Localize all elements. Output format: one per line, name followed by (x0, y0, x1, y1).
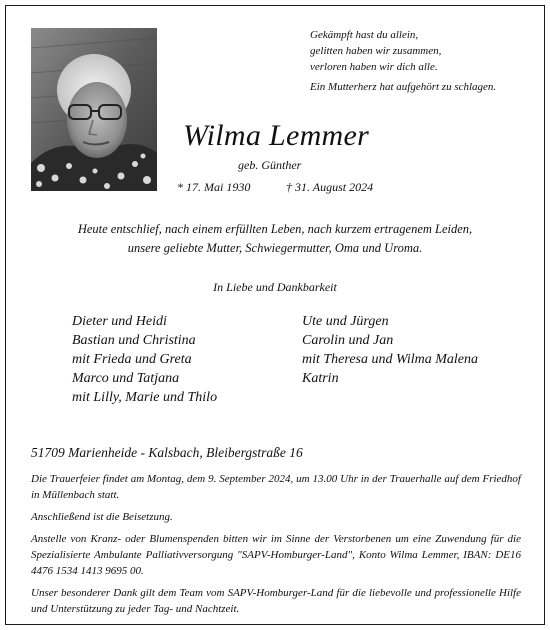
announcement-line: Heute entschlief, nach einem erfüllten Leben, nach kurzem ertragenem Leiden, (77, 222, 473, 236)
maiden-name: geb. Günther (238, 158, 302, 172)
family-entry: mit Theresa und Wilma Malena (302, 352, 479, 367)
donation-info: Anstelle von Kranz- oder Blumenspenden bitten wir im Sinne der Verstorbenen um eine Zuwendung für die Spezialisierte Ambulante Palliativversorgung "SAPV-Homburger-Land", Konto Wilma Lemmer, IBAN: DE16 4476 1534 1413 9695 00. (31, 533, 521, 577)
poem-line: Ein Mutterherz hat aufgehört zu schlagen. (310, 81, 497, 93)
family-entry: mit Frieda und Greta (72, 352, 192, 367)
service-details (31, 471, 521, 623)
family-entry: Marco und Tatjana (72, 371, 180, 386)
family-entry: Katrin (302, 371, 339, 386)
poem-line: verloren haben wir dich alle. (310, 61, 438, 73)
burial-info: Anschließend ist die Beisetzung. (31, 511, 173, 523)
portrait-photo (31, 28, 157, 191)
family-entry: mit Lilly, Marie und Thilo (72, 390, 218, 405)
announcement (20, 220, 530, 258)
deceased-name: Wilma Lemmer (183, 119, 370, 152)
announcement-line: unsere geliebte Mutter, Schwiegermutter, Oma und Uroma. (127, 241, 423, 255)
thanks-info: Unser besonderer Dank gilt dem Team vom SAPV-Homburger-Land für die liebevolle und professionelle Hilfe und Unterstützung zu jeder Tag- und Nachtzeit. (31, 587, 521, 615)
family-list-right (302, 312, 532, 388)
family-entry: Bastian und Christina (72, 333, 196, 348)
death-date: † 31. August 2024 (286, 180, 374, 194)
birth-date: * 17. Mai 1930 (177, 180, 251, 194)
family-entry: Dieter und Heidi (72, 314, 167, 329)
family-entry: Ute und Jürgen (302, 314, 389, 329)
poem-line: gelitten haben wir zusammen, (310, 45, 442, 57)
portrait-image (31, 28, 157, 191)
address: 51709 Marienheide - Kalsbach, Bleibergstraße 16 (31, 445, 303, 460)
poem-line: Gekämpft hast du allein, (310, 29, 419, 41)
gratitude-line: In Liebe und Dankbarkeit (213, 280, 337, 294)
family-entry: Carolin und Jan (302, 333, 394, 348)
family-list-left (72, 312, 292, 407)
poem (310, 27, 540, 95)
funeral-info: Die Trauerfeier findet am Montag, dem 9. September 2024, um 13.00 Uhr in der Trauerhalle auf dem Friedhof in Müllenbach statt. (31, 473, 521, 501)
